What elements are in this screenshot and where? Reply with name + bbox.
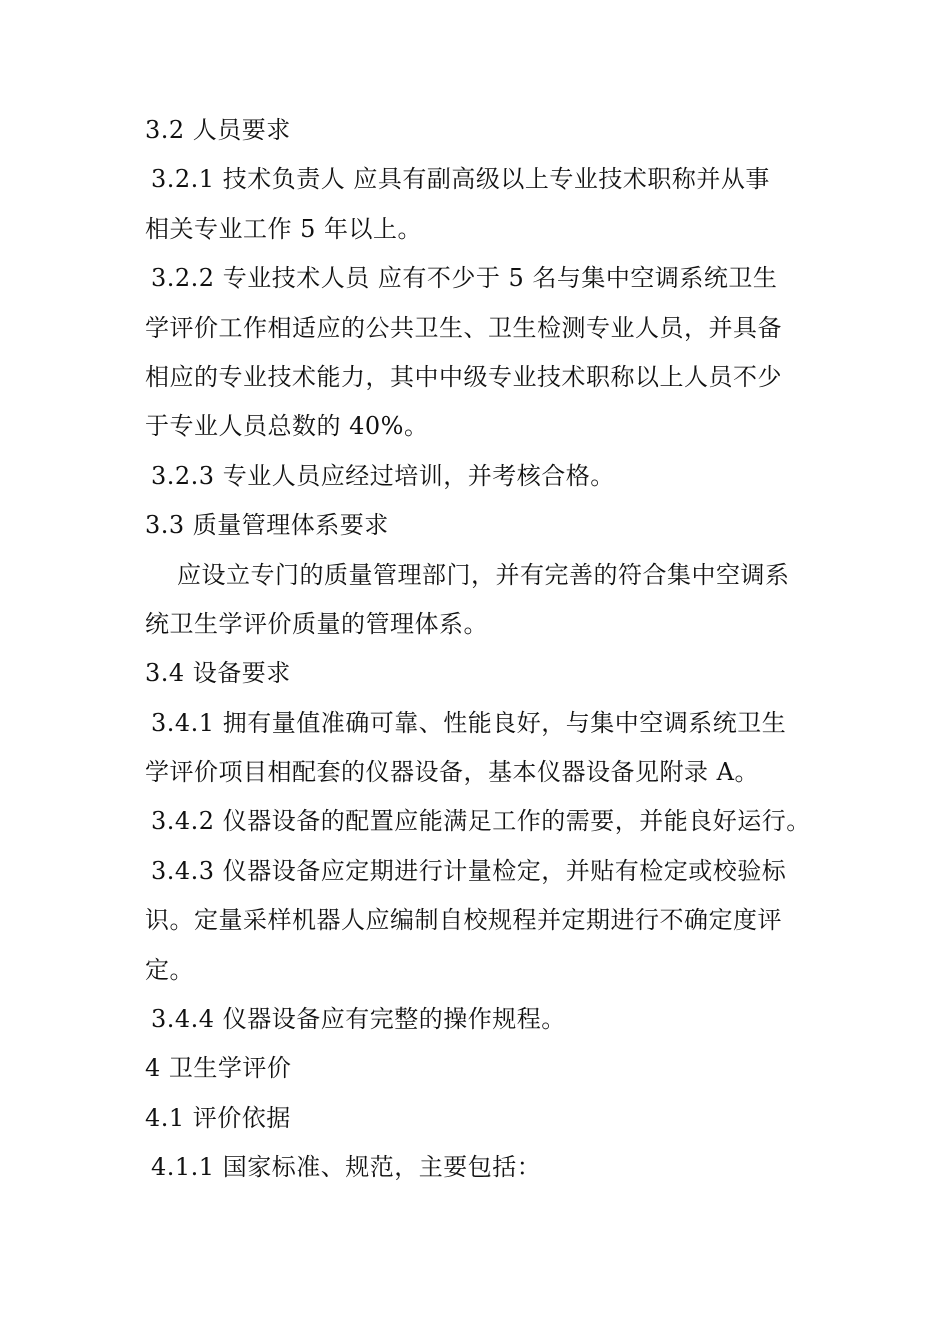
- paragraph-line: 3.2.2 专业技术人员 应有不少于 5 名与集中空调系统卫生: [151, 264, 778, 293]
- paragraph-line: 学评价工作相适应的公共卫生、卫生检测专业人员，并具备: [145, 313, 782, 342]
- paragraph-line: 3.4.4 仪器设备应有完整的操作规程。: [151, 1005, 566, 1034]
- heading-3-2: 3.2 人员要求: [145, 116, 291, 144]
- paragraph-line: 3.2.1 技术负责人 应具有副高级以上专业技术职称并从事: [151, 165, 770, 194]
- paragraph-line: 3.4.2 仪器设备的配置应能满足工作的需要，并能良好运行。: [151, 807, 811, 836]
- heading-4-1: 4.1 评价依据: [145, 1103, 291, 1132]
- paragraph-line: 4.1.1 国家标准、规范，主要包括：: [151, 1153, 542, 1182]
- paragraph-line: 相应的专业技术能力，其中中级专业技术职称以上人员不少: [145, 362, 782, 391]
- heading-4: 4 卫生学评价: [145, 1054, 292, 1083]
- paragraph-line: 于专业人员总数的 40%。: [145, 412, 429, 441]
- document-body: [145, 106, 810, 1193]
- paragraph-line: 学评价项目相配套的仪器设备，基本仪器设备见附录 A。: [145, 758, 759, 787]
- paragraph-line: 3.4.3 仪器设备应定期进行计量检定，并贴有检定或校验标: [151, 856, 787, 885]
- paragraph-line: 3.4.1 拥有量值准确可靠、性能良好，与集中空调系统卫生: [151, 708, 787, 737]
- paragraph-line: 3.2.3 专业人员应经过培训，并考核合格。: [151, 461, 615, 490]
- paragraph-line: 统卫生学评价质量的管理体系。: [145, 609, 488, 638]
- paragraph-line: 定。: [145, 955, 194, 984]
- paragraph-line: 相关专业工作 5 年以上。: [145, 214, 423, 243]
- paragraph-line: 识。定量采样机器人应编制自校规程并定期进行不确定度评: [145, 906, 782, 935]
- heading-3-3: 3.3 质量管理体系要求: [145, 511, 389, 540]
- heading-3-4: 3.4 设备要求: [145, 659, 291, 688]
- paragraph-line: 应设立专门的质量管理部门，并有完善的符合集中空调系: [177, 560, 790, 589]
